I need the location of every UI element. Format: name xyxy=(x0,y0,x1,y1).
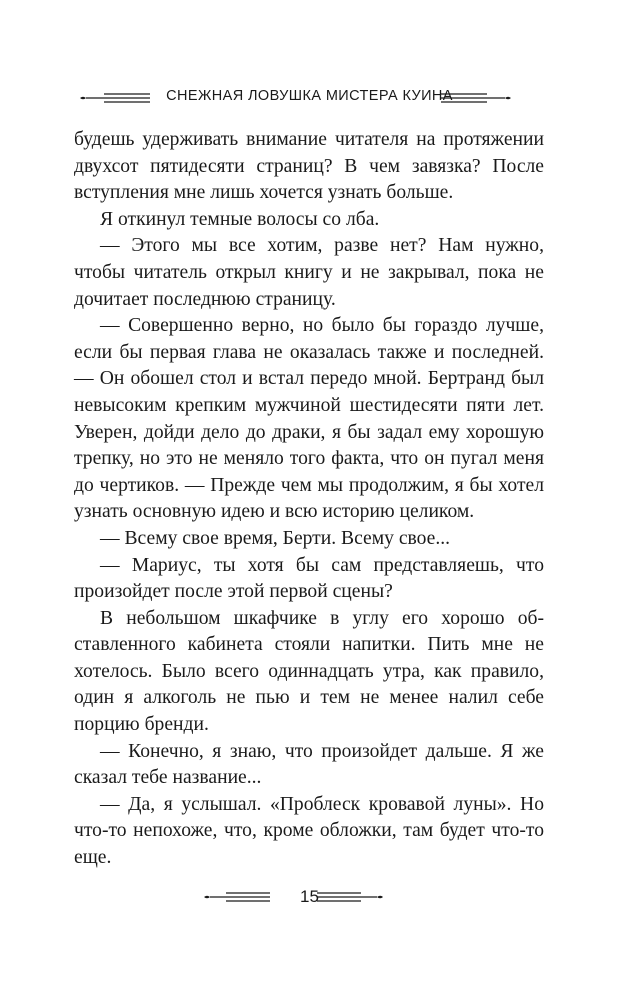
body-text xyxy=(74,127,544,872)
paragraph: — Этого мы все хотим, разве нет? Нам нужно, чтобы читатель открыл книгу и не закрывал, пока не дочитает последнюю страницу. xyxy=(74,235,544,310)
right-ornament-icon xyxy=(317,889,383,905)
page-number: 15 xyxy=(300,887,319,906)
page-footer xyxy=(0,885,619,911)
paragraph: — Совершенно верно, но было бы гораздо лучше, если бы первая глава не оказалась также и последней. — Он обошел стол и встал передо мной. Бертранд был невысоким крепким мужчиной шестидесяти пяти лет. Уверен, дойди дело до драки, я бы задал ему хорошую трепку, но это не меняло того факта, что он пугал меня до чертиков. — Прежде чем мы продолжим, я бы хотел узнать основную идею и всю историю целиком. xyxy=(74,315,544,523)
paragraph: — Конечно, я знаю, что произойдет дальше. Я же сказал тебе название... xyxy=(74,740,544,789)
paragraph: — Да, я услышал. «Проблеск кровавой луны». Но что-то непохоже, что, кроме обложки, там будет что-то еще. xyxy=(74,793,544,869)
right-ornament-icon xyxy=(441,90,511,106)
paragraph: Я откинул темные волосы со лба. xyxy=(100,208,380,230)
paragraph: — Всему свое время, Берти. Всему свое... xyxy=(100,527,451,549)
paragraph: В небольшом шкафчике в углу его хорошо обставленного кабинета стояли напитки. Пить мне не хотелось. Было всего одиннадцать утра, как правило, один я алкоголь не пью и тем не менее налил себе порцию бренди. xyxy=(74,607,544,736)
paragraph: — Мариус, ты хотя бы сам представляешь, что произойдет после этой первой сцены? xyxy=(74,554,544,603)
running-title: СНЕЖНАЯ ЛОВУШКА МИСТЕРА КУИНА xyxy=(166,88,453,104)
paragraph: будешь удерживать внимание читателя на протяжении двухсот пятидесяти страниц? В чем завязка? После вступления мне лишь хочется узнать больше. xyxy=(74,129,544,204)
running-header xyxy=(0,86,619,110)
